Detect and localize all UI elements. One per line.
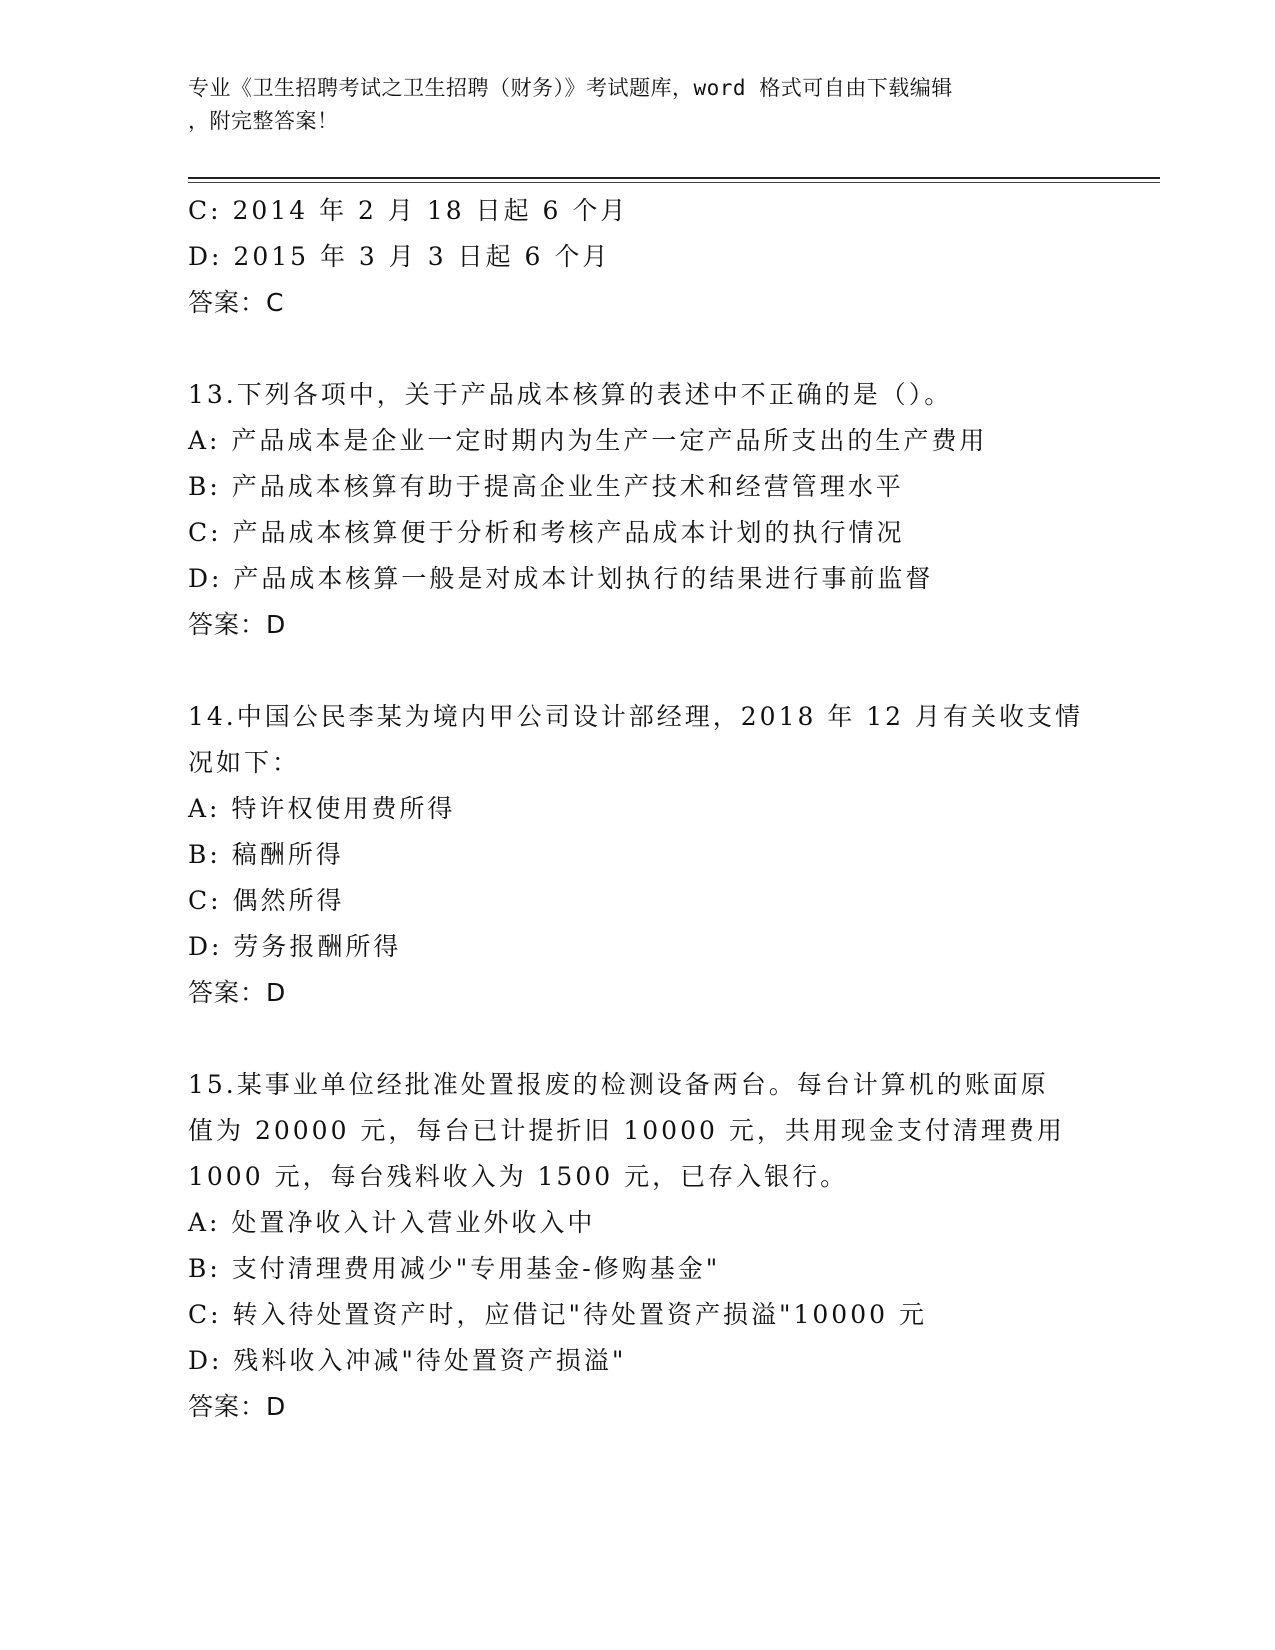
option-c: C: 转入待处置资产时，应借记"待处置资产损溢"10000 元 (188, 1300, 927, 1329)
document-header (188, 72, 1068, 138)
question-stem-line-2: 况如下： (188, 748, 301, 777)
question-stem: 13.下列各项中，关于产品成本核算的表述中不正确的是（）。 (188, 380, 953, 409)
answer-label: 答案：D (188, 610, 287, 639)
option-a: A: 产品成本是企业一定时期内为生产一定产品所支出的生产费用 (188, 426, 988, 455)
answer-label: 答案：D (188, 1392, 287, 1421)
question-spacer (188, 326, 1088, 372)
header-divider-thick (188, 177, 1160, 179)
option-d: D: 2015 年 3 月 3 日起 6 个月 (188, 242, 611, 271)
question-15 (188, 1062, 1088, 1430)
option-c: C: 产品成本核算便于分析和考核产品成本计划的执行情况 (188, 518, 905, 547)
option-d: D: 产品成本核算一般是对成本计划执行的结果进行事前监督 (188, 564, 934, 593)
question-stem-line-3: 1000 元，每台残料收入为 1500 元，已存入银行。 (188, 1162, 849, 1191)
header-line-2: ，附完整答案！ (188, 109, 339, 133)
question-spacer (188, 1016, 1088, 1062)
option-a: A: 特许权使用费所得 (188, 794, 456, 823)
answer-label: 答案：D (188, 978, 287, 1007)
option-b: B: 产品成本核算有助于提高企业生产技术和经营管理水平 (188, 472, 904, 501)
option-d: D: 劳务报酬所得 (188, 932, 402, 961)
question-stem-line-1: 15.某事业单位经批准处置报废的检测设备两台。每台计算机的账面原 (188, 1070, 1049, 1099)
question-14 (188, 694, 1088, 1016)
option-c: C: 2014 年 2 月 18 日起 6 个月 (188, 196, 629, 225)
header-line-1: 专业《卫生招聘考试之卫生招聘（财务）》考试题库，word 格式可自由下载编辑 (188, 76, 953, 100)
question-12-tail (188, 188, 1088, 326)
question-13 (188, 372, 1088, 648)
question-spacer (188, 648, 1088, 694)
option-b: B: 稿酬所得 (188, 840, 344, 869)
question-stem-line-2: 值为 20000 元，每台已计提折旧 10000 元，共用现金支付清理费用 (188, 1116, 1065, 1145)
option-a: A: 处置净收入计入营业外收入中 (188, 1208, 596, 1237)
header-divider-thin (188, 182, 1160, 183)
question-list (188, 188, 1088, 1430)
option-d: D: 残料收入冲减"待处置资产损溢" (188, 1346, 627, 1375)
option-c: C: 偶然所得 (188, 886, 345, 915)
option-b: B: 支付清理费用减少"专用基金-修购基金" (188, 1254, 721, 1283)
question-stem-line-1: 14.中国公民李某为境内甲公司设计部经理，2018 年 12 月有关收支情 (188, 702, 1084, 731)
answer-label: 答案：C (188, 288, 285, 317)
